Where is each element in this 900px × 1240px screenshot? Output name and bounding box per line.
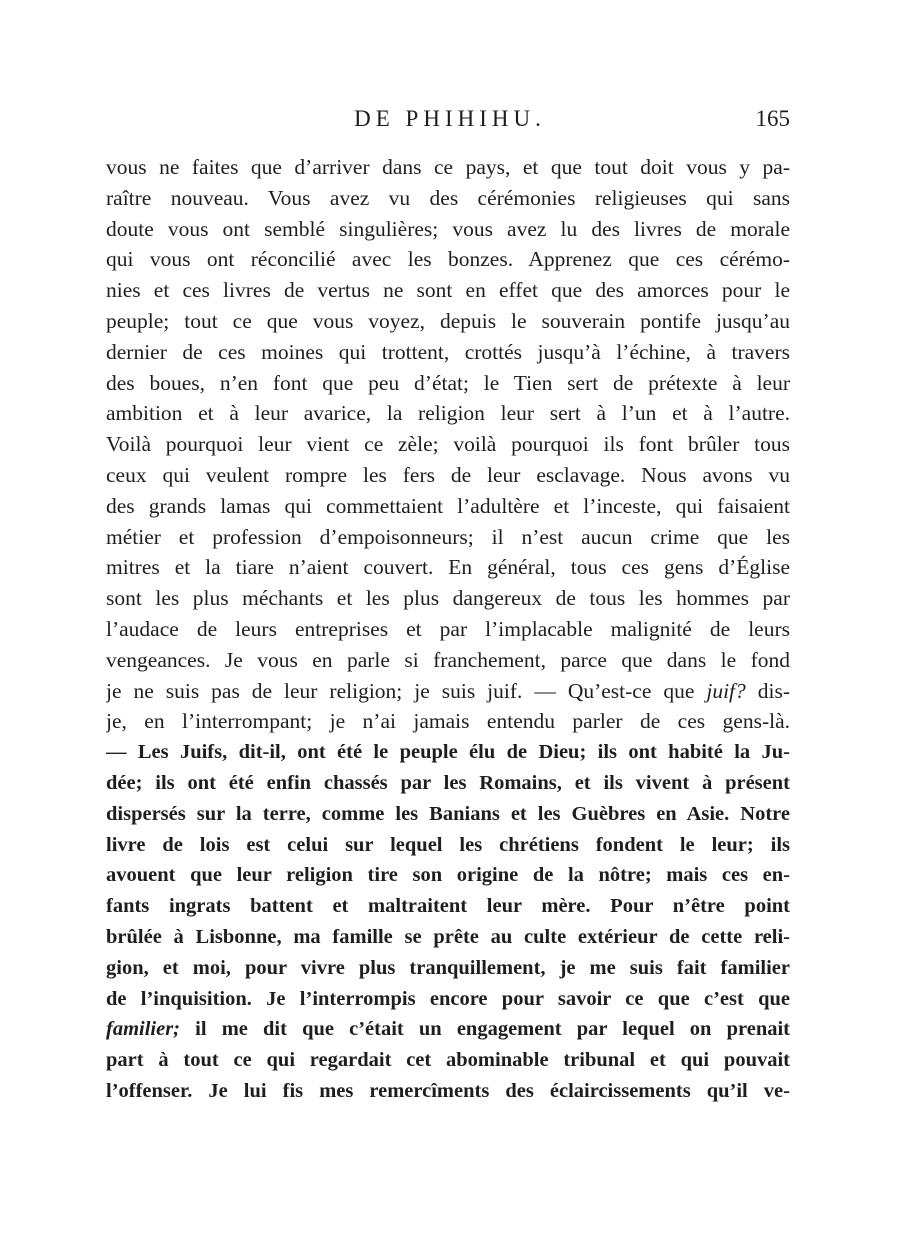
text-line: raître nouveau. Vous avez vu des cérémonies religieuses qui sans: [106, 185, 790, 210]
text-segment: je ne suis pas de leur religion; je suis juif. — Qu’est-ce que: [106, 678, 707, 703]
text-line: de l’inquisition. Je l’interrompis encore pour savoir ce que c’est que: [106, 987, 790, 1010]
text-line: peuple; tout ce que vous voyez, depuis le souverain pontife jusqu’au: [106, 308, 790, 333]
text-line: part à tout ce qui regardait cet abominable tribunal et qui pouvait: [106, 1049, 790, 1072]
text-line: ambition et à leur avarice, la religion leur sert à l’un et à l’autre.: [106, 401, 790, 426]
text-line: — Les Juifs, dit-il, ont été le peuple élu de Dieu; ils ont habité la Ju-: [106, 741, 790, 764]
text-line-with-italic: [106, 676, 790, 707]
text-line: qui vous ont réconcilié avec les bonzes. Apprenez que ces cérémo-: [106, 247, 790, 272]
text-line: gion, et moi, pour vivre plus tranquillement, je me suis fait familier: [106, 956, 790, 979]
text-segment: il me dit que c’était un engagement par lequel on prenait: [180, 1018, 790, 1041]
text-line: je, en l’interrompant; je n’ai jamais entendu parler de ces gens-là.: [106, 709, 790, 734]
text-line: vengeances. Je vous en parle si franchement, parce que dans le fond: [106, 647, 790, 672]
text-line: dernier de ces moines qui trottent, crottés jusqu’à l’échine, à travers: [106, 339, 790, 364]
text-line: métier et profession d’empoisonneurs; il n’est aucun crime que les: [106, 524, 790, 549]
text-line: des boues, n’en font que peu d’état; le Tien sert de prétexte à leur: [106, 370, 790, 395]
text-line-with-italic: [106, 1014, 790, 1045]
text-line: sont les plus méchants et les plus dangereux de tous les hommes par: [106, 586, 790, 611]
italic-word: familier;: [106, 1018, 181, 1041]
text-line: mitres et la tiare n’aient couvert. En général, tous ces gens d’Église: [106, 555, 790, 580]
text-segment: dis-: [745, 678, 790, 703]
text-line: l’offenser. Je lui fis mes remercîments des éclaircissements qu’il ve-: [106, 1079, 790, 1102]
text-line: nies et ces livres de vertus ne sont en effet que des amorces pour le: [106, 278, 790, 303]
text-line: ceux qui veulent rompre les fers de leur esclavage. Nous avons vu: [106, 462, 790, 487]
body-text: [106, 152, 790, 1107]
text-line: des grands lamas qui commettaient l’adultère et l’inceste, qui faisaient: [106, 493, 790, 518]
text-line: livre de lois est celui sur lequel les chrétiens fondent le leur; ils: [106, 833, 790, 856]
text-line: Voilà pourquoi leur vient ce zèle; voilà pourquoi ils font brûler tous: [106, 432, 790, 457]
running-head: [0, 106, 900, 140]
text-line: brûlée à Lisbonne, ma famille se prête au culte extérieur de cette reli-: [106, 925, 790, 948]
text-line: vous ne faites que d’arriver dans ce pays, et que tout doit vous y pa-: [106, 155, 790, 179]
text-line: dispersés sur la terre, comme les Banians et les Guèbres en Asie. Notre: [106, 802, 790, 825]
page-number: 165: [755, 106, 790, 131]
text-line: dée; ils ont été enfin chassés par les Romains, et ils vivent à présent: [106, 771, 790, 794]
text-line: l’audace de leurs entreprises et par l’implacable malignité de leurs: [106, 616, 790, 641]
text-line: avouent que leur religion tire son origine de la nôtre; mais ces en-: [106, 864, 790, 887]
running-title: DE PHIHIHU.: [354, 106, 546, 131]
text-line: doute vous ont semblé singulières; vous avez lu des livres de morale: [106, 216, 790, 241]
italic-word: juif?: [706, 678, 746, 703]
text-line: fants ingrats battent et maltraitent leur mère. Pour n’être point: [106, 895, 790, 918]
